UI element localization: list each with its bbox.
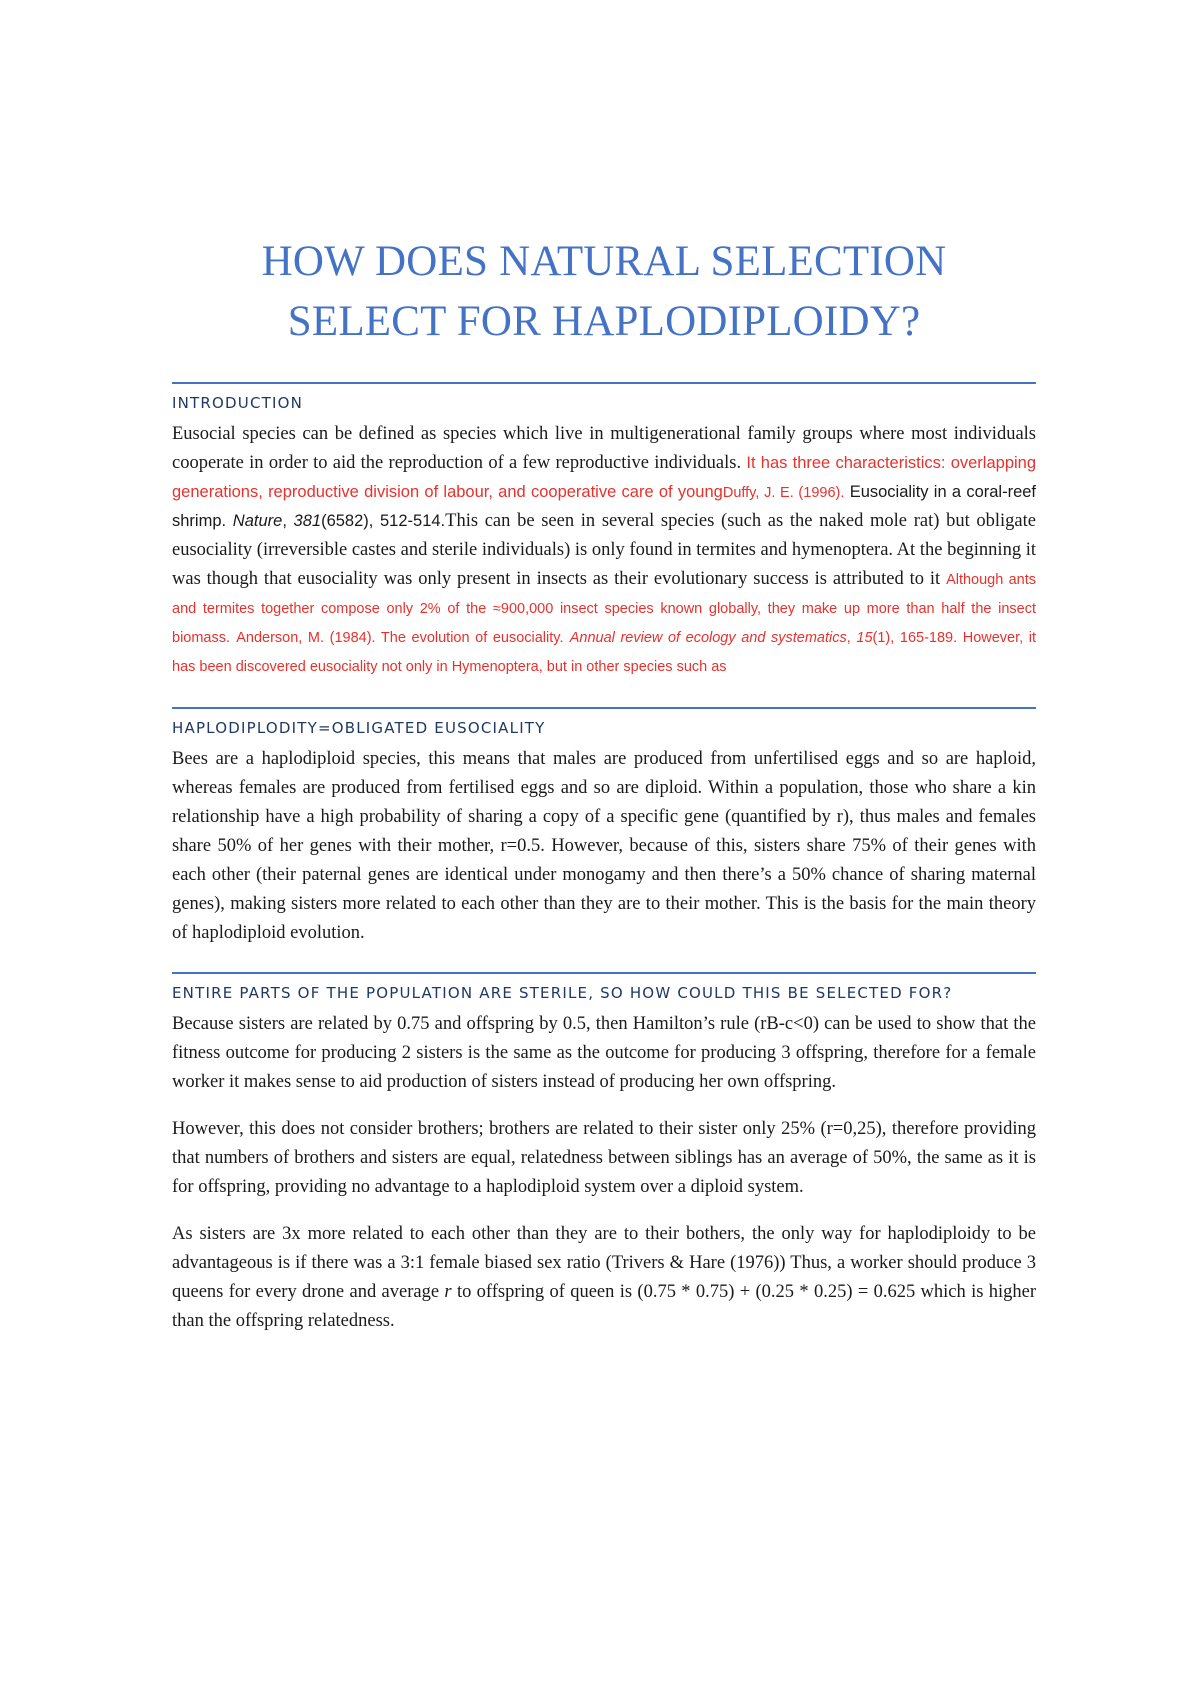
citation-duffy-volume: 381 <box>293 512 322 530</box>
citation-duffy-pages: (6582), 512-514. <box>321 512 446 530</box>
citation-anderson-journal: Annual review of ecology and systematics <box>569 630 847 646</box>
intro-paragraph: Eusocial species can be defined as species which live in multigenerational family groups where most individuals cooperate in order to aid the reproduction of a few reproductive individuals. It has three characteristics: overlapping generations, reproductive division of labour, and cooperative care of youngDuffy, J. E. (1996). Eusociality in a coral-reef shrimp. Nature, 381(6582), 512-514.This can be seen in several species (such as the naked mole rat) but obligate eusociality (irreversible castes and sterile individuals) is only found in termites and hymenoptera. At the beginning it was though that eusociality was only present in insects as their evolutionary success is attributed to it Although ants and termites together compose only 2% of the ≈900,000 insect species known globally, they make up more than half the insect biomass. Anderson, M. (1984). The evolution of eusociality. Annual review of ecology and systematics, 15(1), 165-189. However, it has been discovered eusociality not only in Hymenoptera, but in other species such as <box>172 424 1037 675</box>
sterile-p3-text-a: As sisters are 3x more related to each other than they are to their bothers, the only way for haplodiploidy to be advantageous is if there was a 3:1 female biased sex ratio (Trivers & Hare (1976)) Thus, a worker should produce 3 queens for every drone and average <box>172 1224 1036 1302</box>
document-page <box>172 0 1036 1336</box>
section-heading-introduction: INTRODUCTION <box>172 382 1036 412</box>
sterile-paragraph-3 <box>172 1220 1036 1336</box>
intro-text-continued: This can be seen in several species (such as the naked mole rat) but obligate eusociality (irreversible castes and sterile individuals) is only found in termites and hymenoptera. At the beginning it was though that eusociality was only present in insects as their evolutionary success is attributed to it <box>172 511 1036 589</box>
sterile-paragraph-2: However, this does not consider brothers; brothers are related to their sister only 25% (r=0,25), therefore providing that numbers of brothers and sisters are equal, relatedness between siblings has an average of 50%, the same as it is for offspring, providing no advantage to a haplodiploid system over a diploid system. <box>172 1119 1036 1197</box>
citation-anderson-rest: (1), 165-189. However, it has been discovered eusociality not only in Hymenoptera, but in other species such as <box>172 630 1037 675</box>
intro-biomass-quote: Although ants and termites together compose only 2% of the ≈900,000 insect species known globally, they make up more than half the insect biomass. <box>172 572 1036 646</box>
intro-characteristics: It has three characteristics: overlapping generations, reproductive division of labour, and cooperative care of young <box>172 454 1037 501</box>
title-line-1: HOW DOES NATURAL SELECTION <box>261 238 947 285</box>
intro-text: Eusocial species can be defined as species which live in multigenerational family groups where most individuals cooperate in order to aid the reproduction of a few reproductive individuals. <box>172 424 1036 473</box>
citation-anderson: Anderson, M. (1984). The evolution of eusociality. <box>236 630 564 646</box>
document-title <box>172 232 1036 352</box>
title-line-2: SELECT FOR HAPLODIPLOIDY? <box>287 298 921 345</box>
section-heading-sterile: ENTIRE PARTS OF THE POPULATION ARE STERILE, SO HOW COULD THIS BE SELECTED FOR? <box>172 972 1036 1002</box>
citation-anderson-volume: 15 <box>856 630 873 646</box>
citation-duffy-title: Eusociality in a coral-reef shrimp. <box>172 483 1037 530</box>
section-heading-haplodiploidy: HAPLODIPLODITY=OBLIGATED EUSOCIALITY <box>172 707 1036 737</box>
relatedness-symbol: r <box>444 1282 452 1302</box>
sterile-p3-text-b: to offspring of queen is (0.75 * 0.75) + (0.25 * 0.25) = 0.625 which is higher than the offspring relatedness. <box>172 1282 1037 1331</box>
citation-duffy-journal: Nature <box>232 512 283 530</box>
sterile-paragraph-1: Because sisters are related by 0.75 and offspring by 0.5, then Hamilton’s rule (rB-c<0) can be used to show that the fitness outcome for producing 2 sisters is the same as the outcome for producing 3 offspring, therefore for a female worker it makes sense to aid production of sisters instead of producing her own offspring. <box>172 1014 1036 1092</box>
haplodiploidy-paragraph: Bees are a haplodiploid species, this means that males are produced from unfertilised eggs and so are haploid, whereas females are produced from fertilised eggs and so are diploid. Within a population, those who share a kin relationship have a high probability of sharing a copy of a specific gene (quantified by r), thus males and females share 50% of her genes with their mother, r=0.5. However, because of this, sisters share 75% of their genes with each other (their paternal genes are identical under monogamy and then there’s a 50% chance of sharing maternal genes), making sisters more related to each other than they are to their mother. This is the basis for the main theory of haplodiploid evolution. <box>172 749 1036 943</box>
citation-duffy-author: Duffy, J. E. (1996). <box>722 485 845 501</box>
